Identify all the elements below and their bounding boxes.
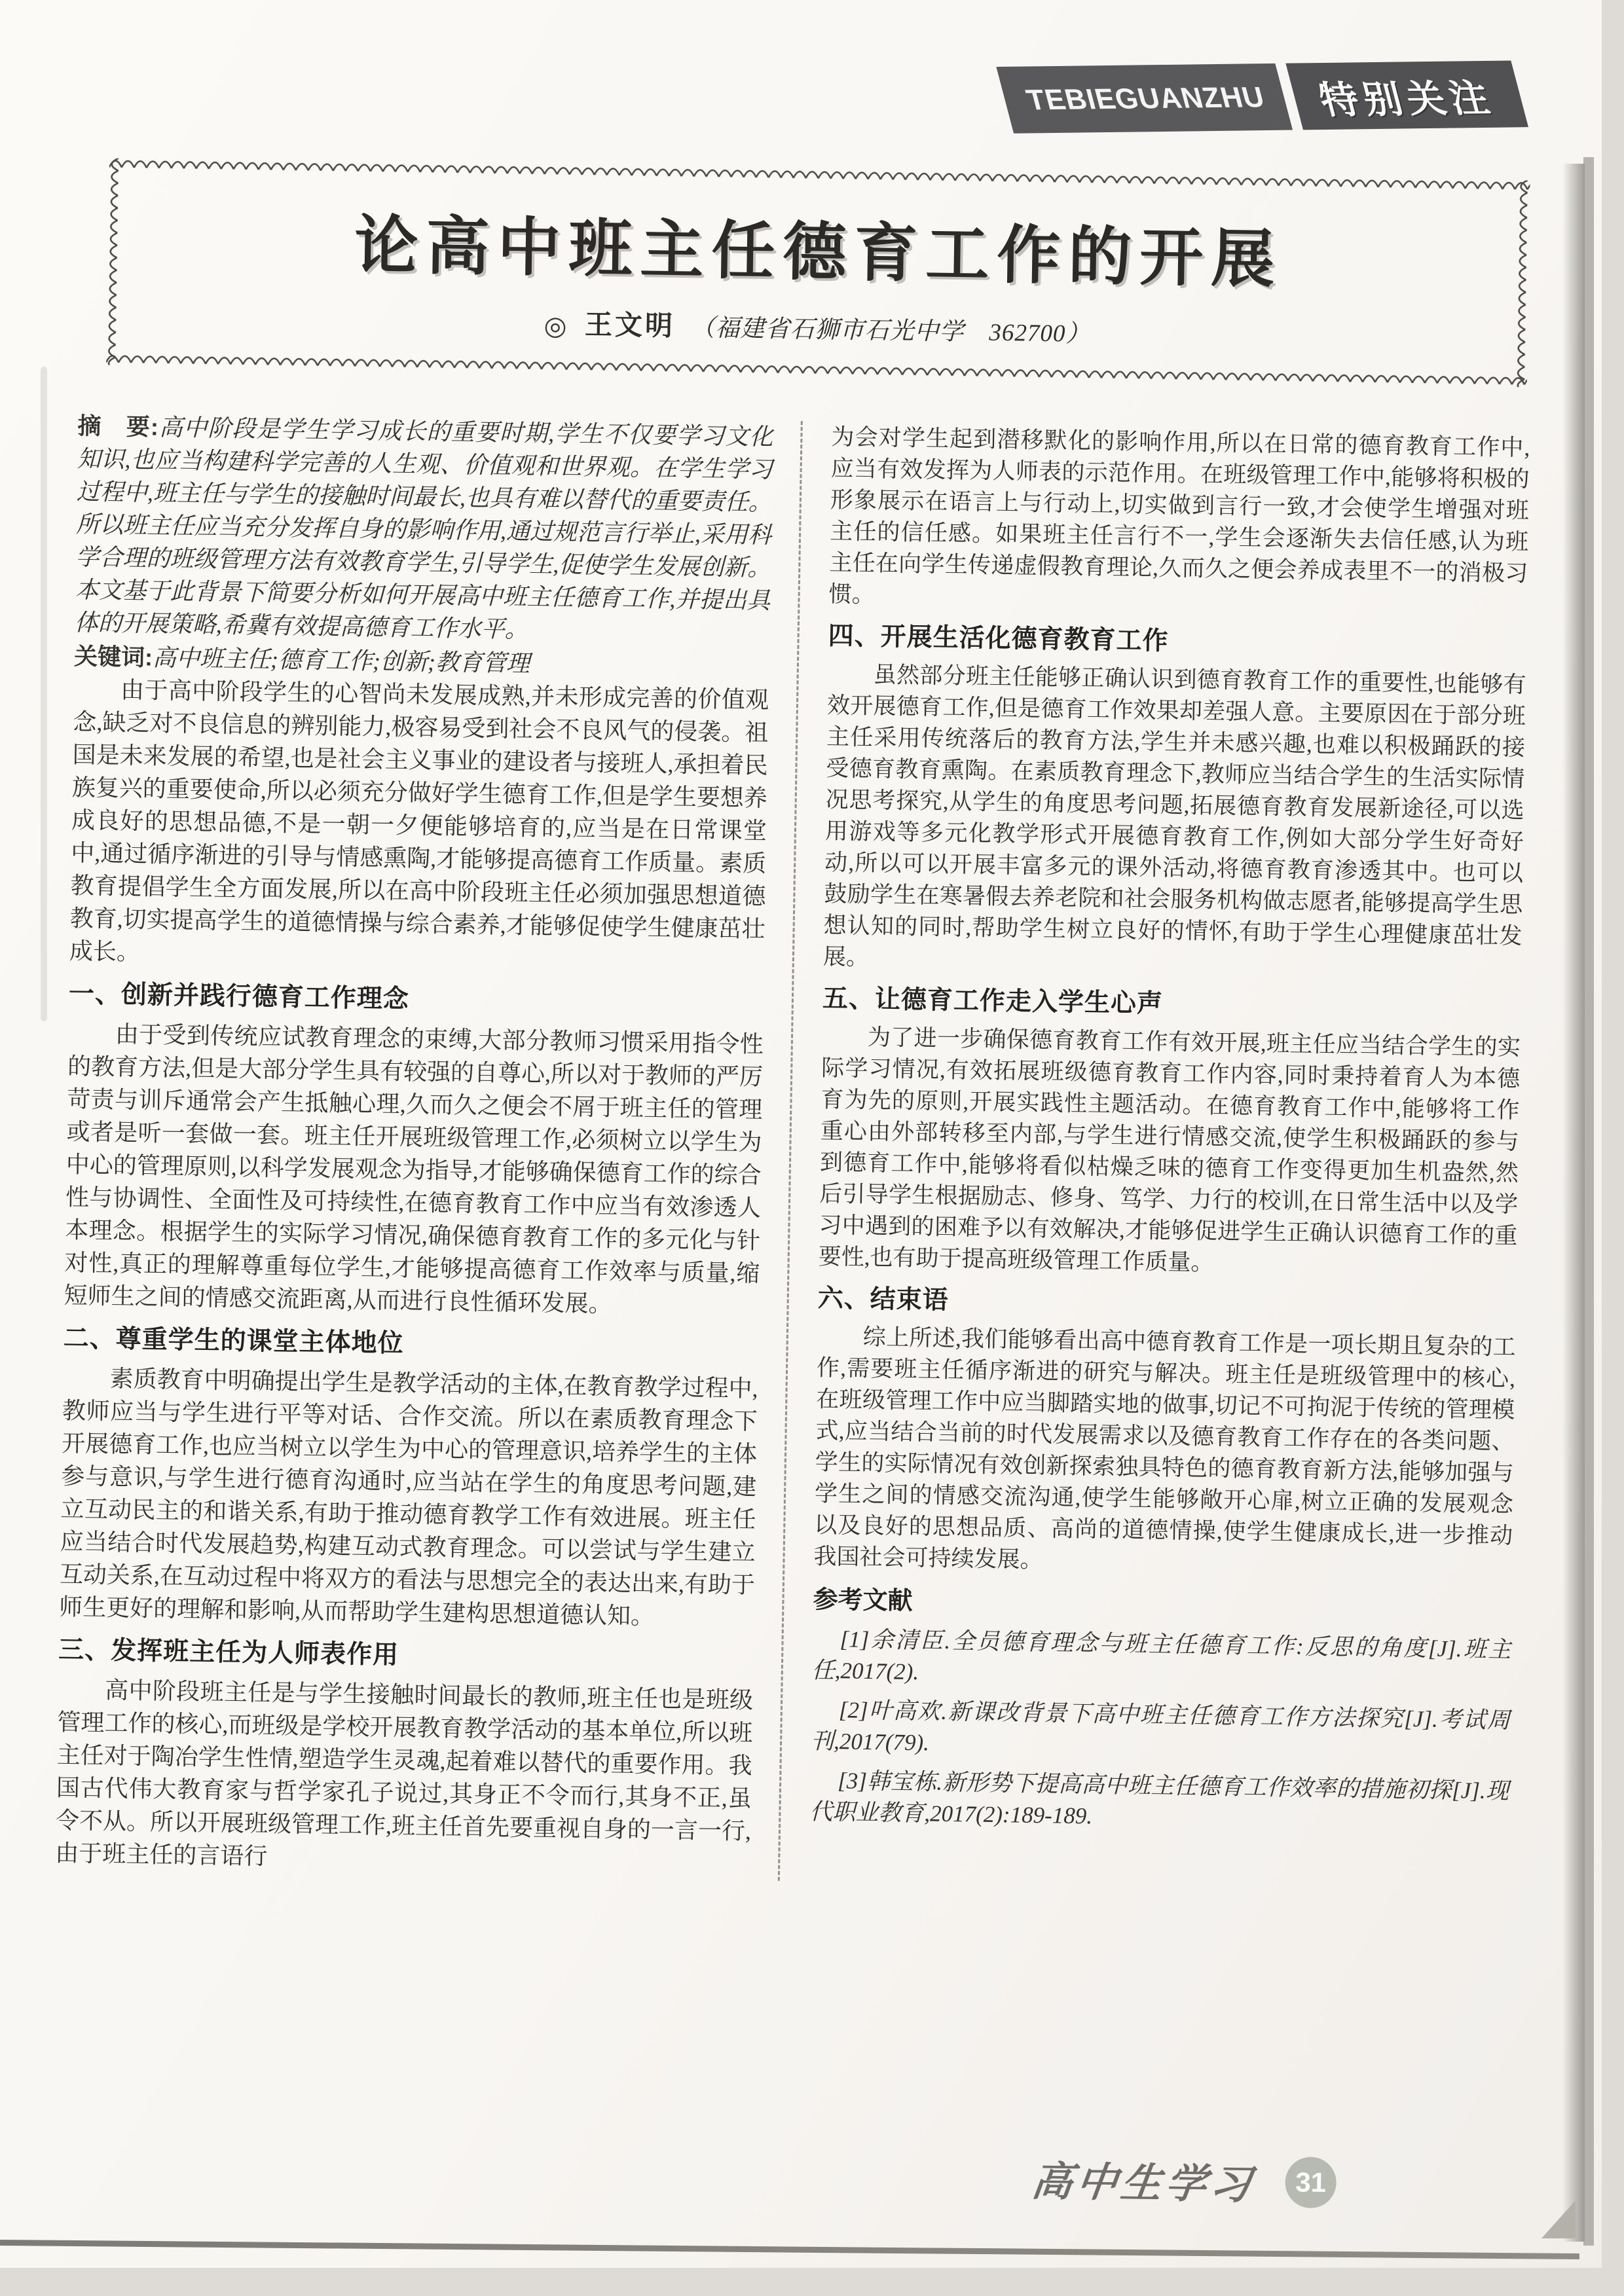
scan-streak bbox=[41, 367, 47, 1021]
title-box bbox=[106, 158, 1530, 387]
page-footer bbox=[1029, 2149, 1337, 2212]
section-heading-6: 六、结束语 bbox=[817, 1284, 950, 1315]
continuation-paragraph: 为会对学生起到潜移默化的影响作用,所以在日常的德育教育工作中,应当有效发挥为人师表的示范作用。在班级管理工作中,能够将积极的形象展示在语言上与行动上,切实做到言行一致,才会使学生增强对班主任的信任感。如果班主任言行不一,学生会逐渐失去信任感,认为班主任在向学生传递虚假教育理论,久而久之便会养成表里不一的消极习惯。 bbox=[828, 424, 1530, 608]
abstract-paragraph bbox=[74, 410, 773, 650]
article-columns bbox=[55, 410, 1530, 1893]
section-header-banner bbox=[1005, 60, 1520, 134]
page-content bbox=[11, 26, 1552, 2269]
wavy-border-top bbox=[109, 158, 1530, 192]
section-body-5: 为了进一步确保德育教育工作有效开展,班主任应当结合学生的实际学习情况,有效拓展班级德育教育工作内容,同时秉持着育人为本德育为先的原则,开展实践性主题活动。在德育教育工作中,能够将工作重心由外部转移至内部,与学生进行情感交流,使学生积极踊跃的参与到德育工作中,能够将看似枯燥乏味的德育工作变得更加生机盎然,然后引导学生根据励志、修身、笃学、力行的校训,在日常生活中以及学习中遇到的困难予以有效解决,才能够促进学生正确认识德育工作的重要性,也有助于提高班级管理工作质量。 bbox=[818, 1024, 1521, 1276]
page-number-badge: 31 bbox=[1285, 2157, 1337, 2208]
abstract-text: 高中阶段是学生学习成长的重要时期,学生不仅要学习文化知识,也应当构建科学完善的人生观、价值观和世界观。在学生学习过程中,班主任与学生的接触时间最长,也具有难以替代的重要责任。所以班主任应当充分发挥自身的影响作用,通过规范言行举止,采用科学合理的班级管理方法有效教育学生,引导学生,促使学生发展创新。本文基于此背景下简要分析如何开展高中班主任德育工作,并提出具体的开展策略,希冀有效提高德育工作水平。 bbox=[74, 414, 773, 643]
page-right-edge bbox=[1583, 157, 1594, 2246]
author-bullet-icon: ◎ bbox=[544, 310, 567, 341]
section-body-3: 高中阶段班主任是与学生接触时间最长的教师,班主任也是班级管理工作的核心,而班级是学校开展教育教学活动的基本单位,所以班主任对于陶冶学生性情,塑造学生灵魂,起着难以替代的重要作用。我国古代伟大教育家与哲学家孔子说过,其身正不令而行,其身不正,虽令不从。所以开展班级管理工作,班主任首先要重视自身的一言一行,由于班主任的言语行 bbox=[54, 1677, 754, 1870]
author-line bbox=[107, 295, 1528, 357]
corner-fold bbox=[1541, 2200, 1576, 2238]
keywords-text: 高中班主任;德育工作;创新;教育管理 bbox=[152, 644, 530, 677]
section-body-2: 素质教育中明确提出学生是教学活动的主体,在教育教学过程中,教师应当与学生进行平等对话、合作交流。所以在素质教育理念下开展德育工作,也应当树立以学生为中心的管理意识,培养学生的主体参与意识,与学生进行德育沟通时,应当站在学生的角度思考问题,建立互动民主的和谐关系,有助于推动德育教学工作有效进展。班主任应当结合时代发展趋势,构建互动式教育理念。可以尝试与学生建立互动关系,在互动过程中将双方的看法与思想完全的表达出来,有助于师生更好的理解和影响,从而帮助学生建构思想道德认知。 bbox=[58, 1365, 758, 1630]
section-heading-1: 一、创新并践行德育工作理念 bbox=[68, 979, 410, 1013]
journal-logo: 高中生学习 bbox=[1029, 2159, 1258, 2208]
section-heading-2: 二、尊重学生的课堂主体地位 bbox=[63, 1324, 404, 1358]
abstract-label: 摘 要: bbox=[77, 412, 159, 441]
section-body-4: 虽然部分班主任能够正确认识到德育教育工作的重要性,也能够有效开展德育工作,但是德育工作效果却差强人意。主要原因在于部分班主任采用传统落后的教育方法,学生并未感兴趣,也难以积极踊跃的接受德育教育熏陶。在素质教育理念下,教师应当结合学生的生活实际情况思考探究,从学生的角度思考问题,拓展德育教育发展新途径,可以选用游戏等多元化教学形式开展德育教育工作,例如大部分学生好奇好动,所以可以开展丰富多元的课外活动,将德育教育渗透其中。也可以鼓励学生在寒暑假去养老院和社会服务机构做志愿者,能够提高学生思想认知的同时,帮助学生树立良好的情怀,有助于学生心理健康茁壮发展。 bbox=[822, 661, 1526, 970]
banner-latin-label: TEBIEGUANZHU bbox=[997, 64, 1293, 134]
intro-paragraph: 由于高中阶段学生的心智尚未发展成熟,并未形成完善的价值观念,缺乏对不良信息的辨别能力,极容易受到社会不良风气的侵袭。祖国是未来发展的希望,也是社会主义事业的建设者与接班人,承担着民族复兴的重要使命,所以必须充分做好学生德育工作,但是学生要想养成良好的思想品德,不是一朝一夕便能够培育的,应当是在日常课堂中,通过循序渐进的引导与情感熏陶,才能够提高德育工作质量。素质教育提倡学生全方面发展,所以在高中阶段班主任必须加强思想道德教育,切实提高学生的道德情操与综合素养,才能够促使学生健康茁壮成长。 bbox=[69, 676, 769, 966]
article-title: 论高中班主任德育工作的开展 bbox=[354, 209, 1283, 295]
references-heading: 参考文献 bbox=[813, 1586, 913, 1616]
reference-item-1: [1]余清臣.全员德育理念与班主任德育工作:反思的角度[J].班主任,2017(2). bbox=[811, 1626, 1511, 1685]
section-heading-4: 四、开展生活化德育教育工作 bbox=[828, 621, 1169, 655]
right-column bbox=[780, 421, 1530, 1892]
reference-item-3: [3]韩宝栋.新形势下提高高中班主任德育工作效率的措施初探[J].现代职业教育,2017(2):189-189. bbox=[809, 1768, 1509, 1829]
wavy-border-bottom bbox=[106, 353, 1527, 387]
section-body-6: 综上所述,我们能够看出高中德育教育工作是一项长期且复杂的工作,需要班主任循序渐进的研究与解决。班主任是班级管理中的核心,在班级管理工作中应当脚踏实地的做事,切记不可拘泥于传统的管理模式,应当结合当前的时代发展需求以及德育教育工作存在的各类问题、学生的实际情况有效创新探索独具特色的德育教育新方法,能够加强与学生之间的情感交流沟通,使学生能够敞开心扉,树立正确的发展观念以及良好的思想品质、高尚的道德情操,使学生健康成长,进一步推动我国社会可持续发展。 bbox=[813, 1324, 1517, 1573]
author-affiliation: （福建省石狮市石光中学 362700） bbox=[690, 314, 1091, 348]
section-body-1: 由于受到传统应试教育理念的束缚,大部分教师习惯采用指令性的教育方法,但是大部分学生具有较强的自尊心,所以对于教师的严厉苛责与训斥通常会产生抵触心理,久而久之便会不屑于班主任的管理或者是听一套做一套。班主任开展班级管理工作,必须树立以学生为中心的管理原则,以科学发展观念为指导,才能够确保德育工作的综合性与协调性、全面性及可持续性,在德育教育工作中应当有效渗透人本理念。根据学生的实际学习情况,确保德育教育工作的多元化与针对性,真正的理解尊重每位学生,才能够提高德育工作效率与质量,缩短师生之间的情感交流距离,从而进行良性循环发展。 bbox=[64, 1021, 764, 1317]
keywords-label: 关键词: bbox=[73, 642, 153, 671]
banner-chinese-label: 特别关注 bbox=[1285, 60, 1528, 130]
reference-item-2: [2]叶高欢.新课改背景下高中班主任德育工作方法探究[J].考试周刊,2017(79). bbox=[810, 1697, 1511, 1756]
left-column bbox=[55, 410, 803, 1881]
section-heading-5: 五、让德育工作走入学生心声 bbox=[822, 984, 1164, 1018]
author-name: 王文明 bbox=[584, 308, 676, 342]
spine-shadow bbox=[1562, 164, 1585, 2242]
section-heading-3: 三、发挥班主任为人师表作用 bbox=[58, 1635, 399, 1669]
